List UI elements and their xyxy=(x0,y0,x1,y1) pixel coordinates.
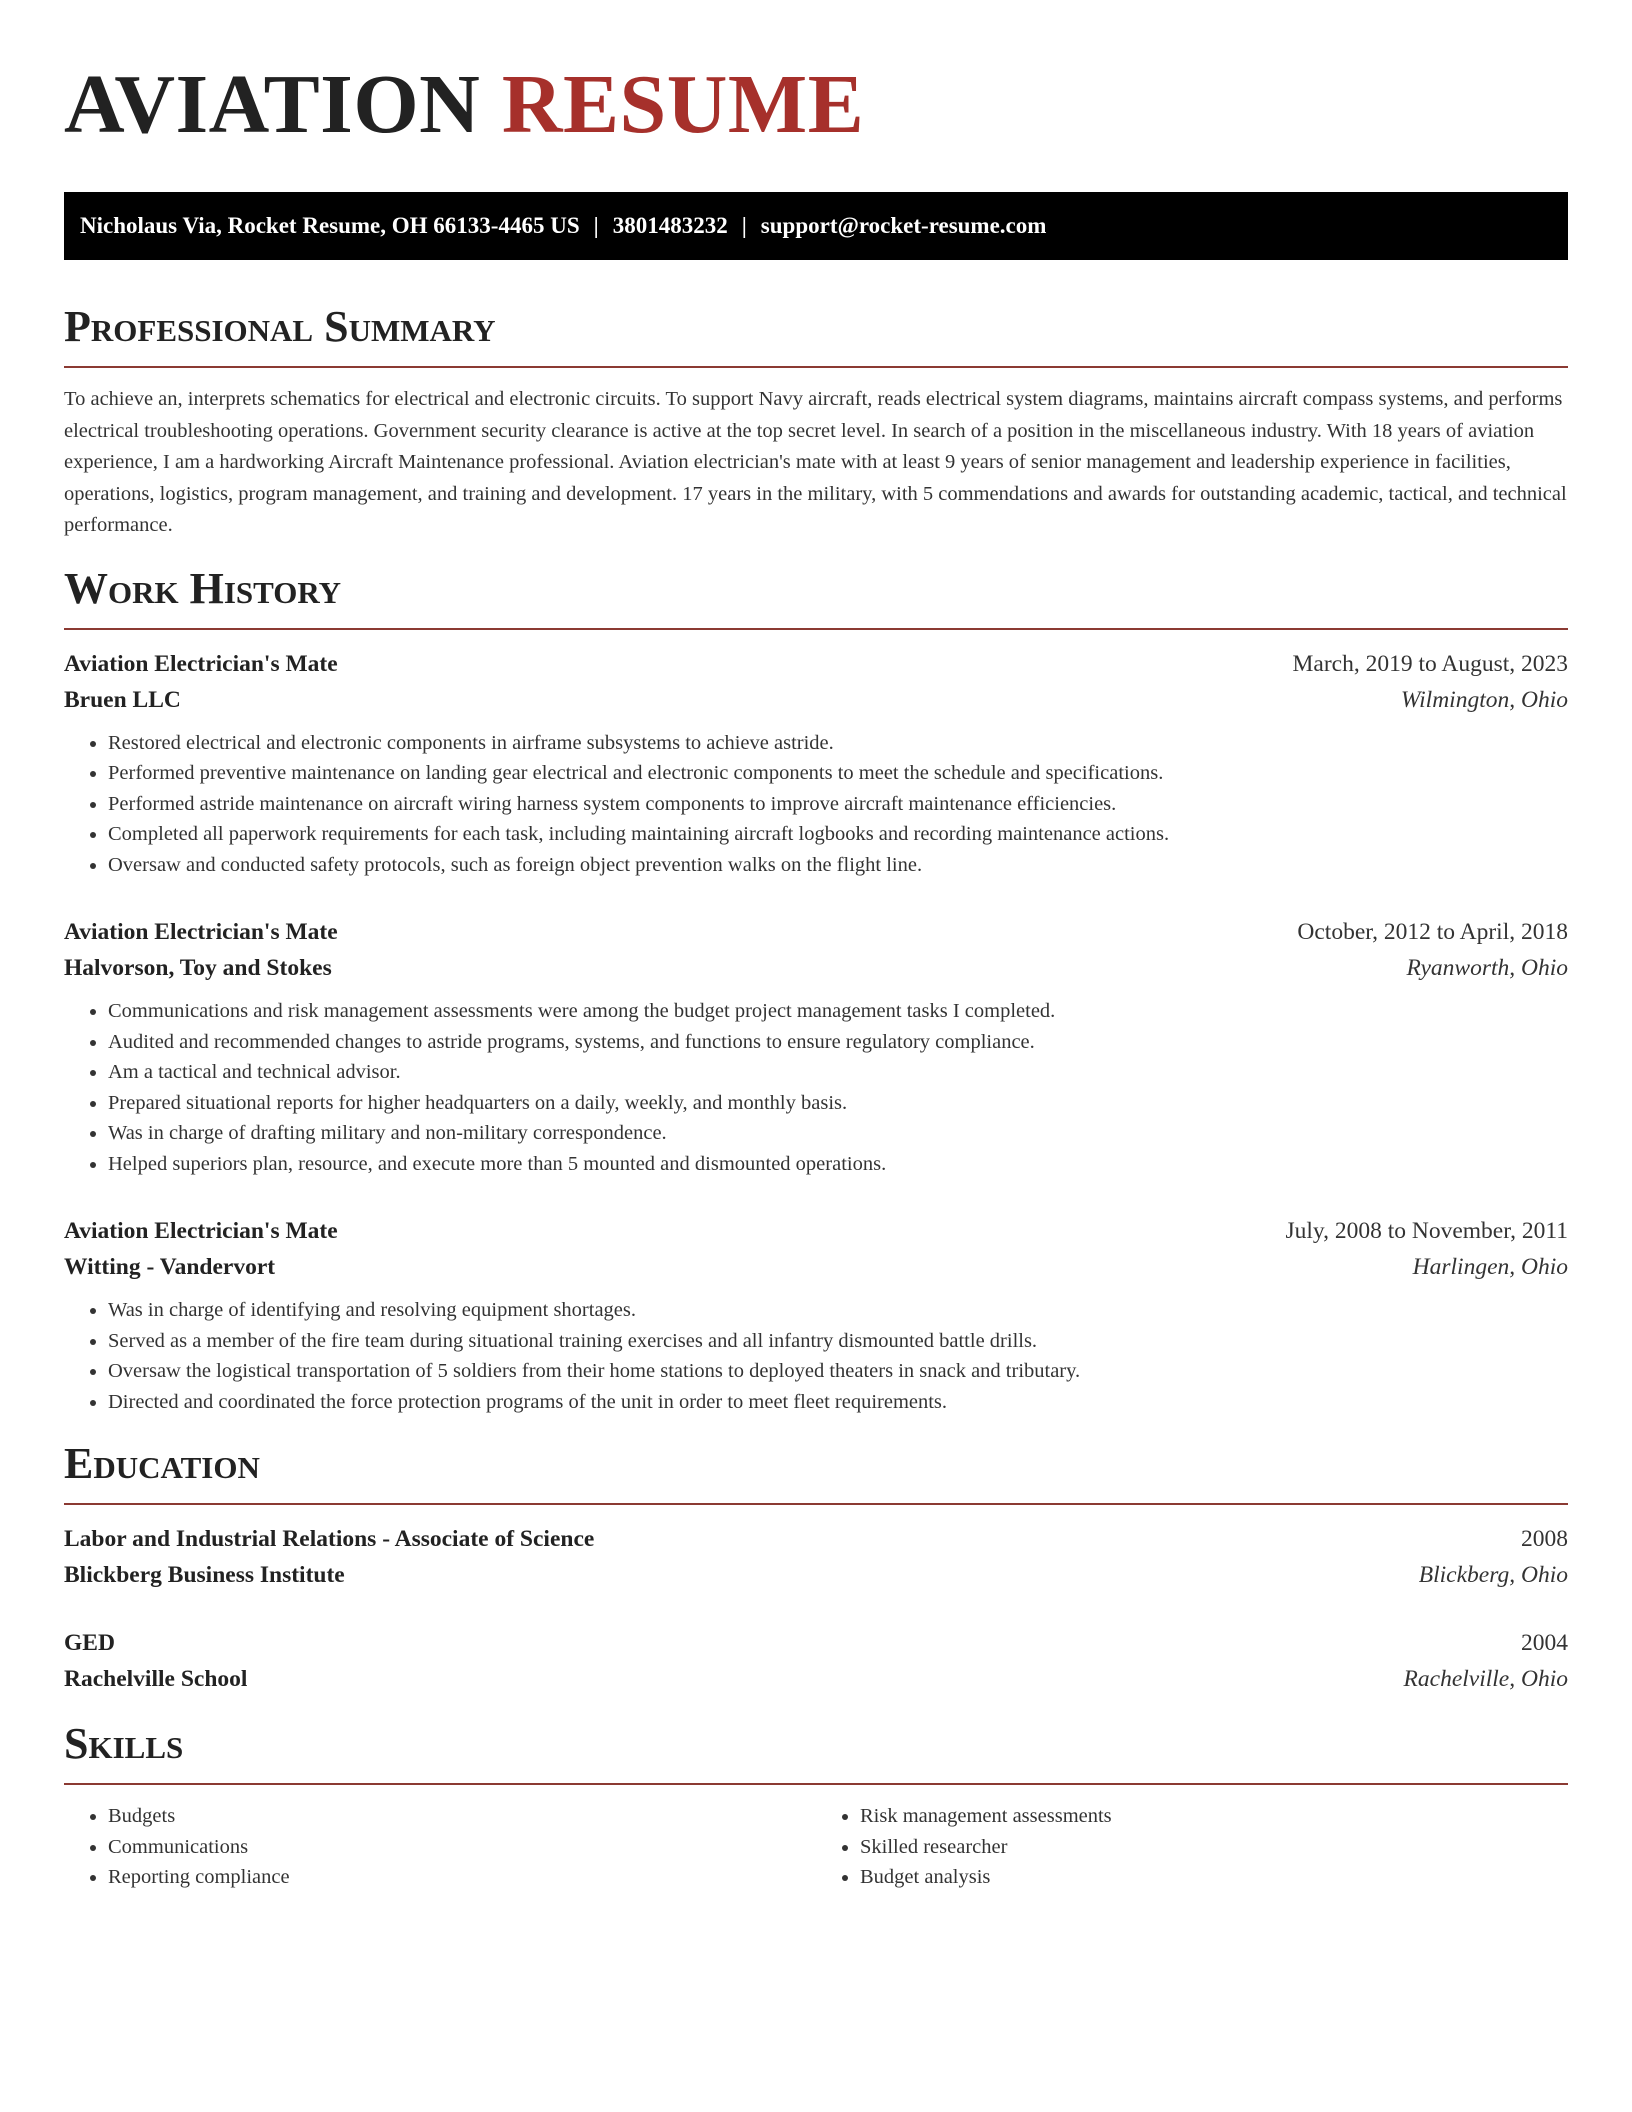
job-title-row xyxy=(64,914,1568,950)
skills-columns xyxy=(64,1801,1568,1893)
education-entry xyxy=(64,1521,1568,1593)
contact-phone: 3801483232 xyxy=(612,213,728,238)
summary-heading: Professional Summary xyxy=(64,302,496,351)
education-school-row xyxy=(64,1661,1568,1697)
title-part-resume: RESUME xyxy=(501,58,865,151)
education-location: Blickberg, Ohio xyxy=(1418,1562,1568,1588)
skills-column-left xyxy=(64,1801,816,1893)
skills-heading: Skills xyxy=(64,1719,184,1768)
job-bullets xyxy=(64,996,1568,1179)
skill-item: • Risk management assessments xyxy=(860,1801,1568,1832)
education-heading: Education xyxy=(64,1439,260,1488)
job-company: Bruen LLC xyxy=(64,686,181,713)
job-location: Ryanworth, Ohio xyxy=(1406,955,1568,981)
education-year: 2008 xyxy=(1521,1526,1568,1552)
section-divider xyxy=(64,366,1568,368)
job-company-row xyxy=(64,682,1568,718)
job-title-row xyxy=(64,1213,1568,1249)
job-bullet: • Oversaw the logistical transportation of 5 soldiers from their home stations to deployed theaters in snack and tributary. xyxy=(108,1356,1568,1387)
section-divider xyxy=(64,1783,1568,1785)
skills-section xyxy=(64,1719,1568,1893)
job-bullet: • Directed and coordinated the force protection programs of the unit in order to meet fleet requirements. xyxy=(108,1387,1568,1418)
job-title: Aviation Electrician's Mate xyxy=(64,1218,338,1244)
job-dates: July, 2008 to November, 2011 xyxy=(1285,1218,1568,1244)
job-bullet: • Helped superiors plan, resource, and execute more than 5 mounted and dismounted operations. xyxy=(108,1149,1568,1180)
education-section xyxy=(64,1439,1568,1697)
resume-title xyxy=(64,60,1568,150)
education-degree-row xyxy=(64,1521,1568,1557)
section-divider xyxy=(64,1503,1568,1505)
job-bullet: • Was in charge of identifying and resolving equipment shortages. xyxy=(108,1295,1568,1326)
education-degree-row xyxy=(64,1625,1568,1661)
job-dates: March, 2019 to August, 2023 xyxy=(1292,650,1568,677)
skill-item: • Budgets xyxy=(108,1801,816,1832)
job-location: Wilmington, Ohio xyxy=(1400,686,1568,713)
job-bullets xyxy=(64,728,1568,881)
job-bullet: • Communications and risk management assessments were among the budget project management tasks I completed. xyxy=(108,996,1568,1027)
job-bullet: • Performed preventive maintenance on landing gear electrical and electronic components to meet the schedule and specifications. xyxy=(108,758,1568,789)
skill-item: • Budget analysis xyxy=(860,1862,1568,1893)
job-bullet: • Restored electrical and electronic components in airframe subsystems to achieve astride. xyxy=(108,728,1568,759)
job-company-row xyxy=(64,1249,1568,1285)
job-entry xyxy=(64,1213,1568,1417)
summary-section xyxy=(64,302,1568,542)
job-bullet: • Prepared situational reports for higher headquarters on a daily, weekly, and monthly basis. xyxy=(108,1088,1568,1119)
job-title: Aviation Electrician's Mate xyxy=(64,650,338,677)
job-company: Halvorson, Toy and Stokes xyxy=(64,955,332,981)
skill-item: • Communications xyxy=(108,1832,816,1863)
job-bullet: • Audited and recommended changes to astride programs, systems, and functions to ensure regulatory compliance. xyxy=(108,1027,1568,1058)
skills-column-right xyxy=(816,1801,1568,1893)
education-entry xyxy=(64,1625,1568,1697)
summary-text: To achieve an, interprets schematics for electrical and electronic circuits. To support Navy aircraft, reads electrical system diagrams, maintains aircraft compass systems, and performs electrical troubleshooting operations. Government security clearance is active at the top secret level. In search of a position in the miscellaneous industry. With 18 years of aviation experience, I am a hardworking Aircraft Maintenance professional. Aviation electrician's mate with at least 9 years of senior management and leadership experience in facilities, operations, logistics, program management, and training and development. 17 years in the military, with 5 commendations and awards for outstanding academic, tactical, and technical performance. xyxy=(64,388,1567,536)
job-bullet: • Am a tactical and technical advisor. xyxy=(108,1057,1568,1088)
job-dates: October, 2012 to April, 2018 xyxy=(1297,919,1568,945)
section-divider xyxy=(64,628,1568,630)
education-year: 2004 xyxy=(1521,1630,1568,1656)
skill-item: • Skilled researcher xyxy=(860,1832,1568,1863)
contact-email[interactable]: support@rocket-resume.com xyxy=(760,213,1047,238)
job-bullet: • Performed astride maintenance on aircraft wiring harness system components to improve aircraft maintenance efficiencies. xyxy=(108,789,1568,820)
job-bullets xyxy=(64,1295,1568,1417)
job-bullet: • Served as a member of the fire team during situational training exercises and all infantry dismounted battle drills. xyxy=(108,1326,1568,1357)
contact-separator: | xyxy=(593,213,599,238)
work-heading: Work History xyxy=(64,563,342,613)
education-location: Rachelville, Ohio xyxy=(1403,1666,1568,1692)
education-school-row xyxy=(64,1557,1568,1593)
job-bullet: • Oversaw and conducted safety protocols, such as foreign object prevention walks on the flight line. xyxy=(108,850,1568,881)
contact-bar xyxy=(64,192,1568,260)
education-degree: GED xyxy=(64,1630,115,1656)
education-school: Rachelville School xyxy=(64,1666,248,1692)
job-title-row xyxy=(64,646,1568,682)
education-school: Blickberg Business Institute xyxy=(64,1562,345,1588)
skill-item: • Reporting compliance xyxy=(108,1862,816,1893)
contact-separator: | xyxy=(741,213,747,238)
work-section xyxy=(64,564,1568,1418)
job-location: Harlingen, Ohio xyxy=(1412,1254,1568,1280)
job-company-row xyxy=(64,950,1568,986)
title-part-aviation: AVIATION xyxy=(64,58,481,151)
job-company: Witting - Vandervort xyxy=(64,1254,276,1280)
job-entry xyxy=(64,914,1568,1179)
job-bullet: • Completed all paperwork requirements for each task, including maintaining aircraft logbooks and recording maintenance actions. xyxy=(108,819,1568,850)
job-bullet: • Was in charge of drafting military and non-military correspondence. xyxy=(108,1118,1568,1149)
job-entry xyxy=(64,646,1568,881)
education-degree: Labor and Industrial Relations - Associate of Science xyxy=(64,1526,595,1552)
job-title: Aviation Electrician's Mate xyxy=(64,919,338,945)
contact-address: Nicholaus Via, Rocket Resume, OH 66133-4465 US xyxy=(80,213,580,238)
